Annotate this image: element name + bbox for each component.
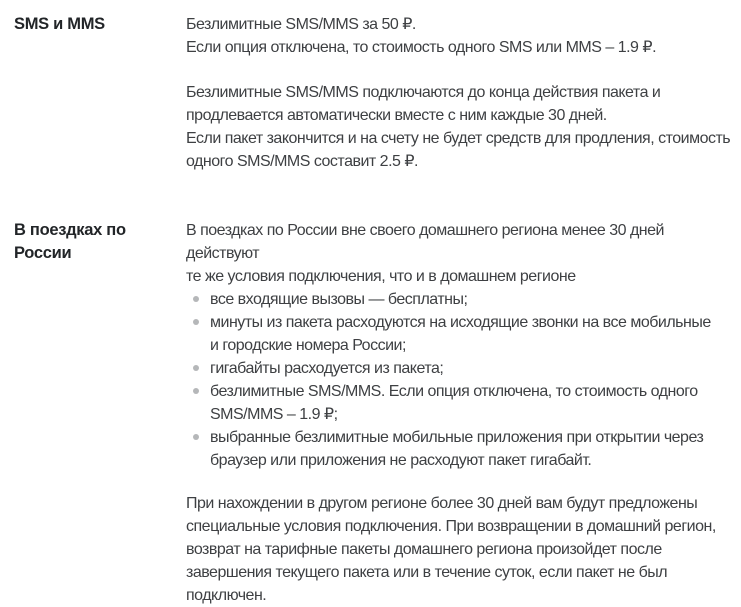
bullet-icon [193,388,199,394]
travel-outro-paragraph [186,492,737,607]
section-label-sms-mms: SMS и MMS [14,15,105,33]
text-line: и городские номера России; [210,337,406,354]
bullet-icon [193,434,199,440]
text-line: При нахождении в другом регионе более 30 дней вам будут предложены [186,495,698,512]
text-line: одного SMS/MMS составит 2.5 ₽. [186,153,418,170]
sms-price-paragraph [186,13,737,59]
text-line: безлимитные SMS/MMS. Если опция отключена, то стоимость одного [210,383,698,400]
section-content-sms-mms [186,13,737,173]
text-line: завершения текущего пакета или в течение суток, если пакет не был [186,564,668,581]
bullet-icon [193,365,199,371]
section-travel-russia [14,219,737,607]
section-label-travel-russia: В поездках по России [14,221,126,262]
list-item [186,380,737,426]
text-line: SMS/MMS – 1.9 ₽; [210,406,338,423]
list-item [186,357,737,380]
text-line: минуты из пакета расходуются на исходящие звонки на все мобильные [210,314,711,331]
text-line: Если пакет закончится и на счету не будет средств для продления, стоимость [186,130,731,147]
text-line: специальные условия подключения. При возвращении в домашний регион, [186,518,716,535]
section-sms-mms [14,13,737,173]
list-item [186,426,737,472]
list-item [186,311,737,357]
text-line: возврат на тарифные пакеты домашнего региона произойдет после [186,541,662,558]
text-line: Безлимитные SMS/MMS подключаются до конца действия пакета и [186,84,661,101]
sms-renewal-paragraph [186,81,737,173]
section-content-travel-russia [186,219,737,607]
text-line: В поездках по России вне своего домашнего региона менее 30 дней действуют [186,222,664,262]
bullet-icon [193,296,199,302]
text-line: Безлимитные SMS/MMS за 50 ₽. [186,16,416,33]
text-line: гигабайты расходуется из пакета; [210,360,444,377]
text-line: все входящие вызовы — бесплатны; [210,291,468,308]
text-line: Если опция отключена, то стоимость одного SMS или MMS – 1.9 ₽. [186,39,657,56]
bullet-icon [193,319,199,325]
travel-intro-paragraph [186,219,737,288]
text-line: продлевается автоматически вместе с ним каждые 30 дней. [186,107,607,124]
text-line: выбранные безлимитные мобильные приложения при открытии через [210,429,704,446]
text-line: те же условия подключения, что и в домашнем регионе [186,268,576,285]
text-line: браузер или приложения не расходуют пакет гигабайт. [210,452,592,469]
text-line: подключен. [186,587,267,604]
travel-conditions-list [186,288,737,472]
list-item [186,288,737,311]
